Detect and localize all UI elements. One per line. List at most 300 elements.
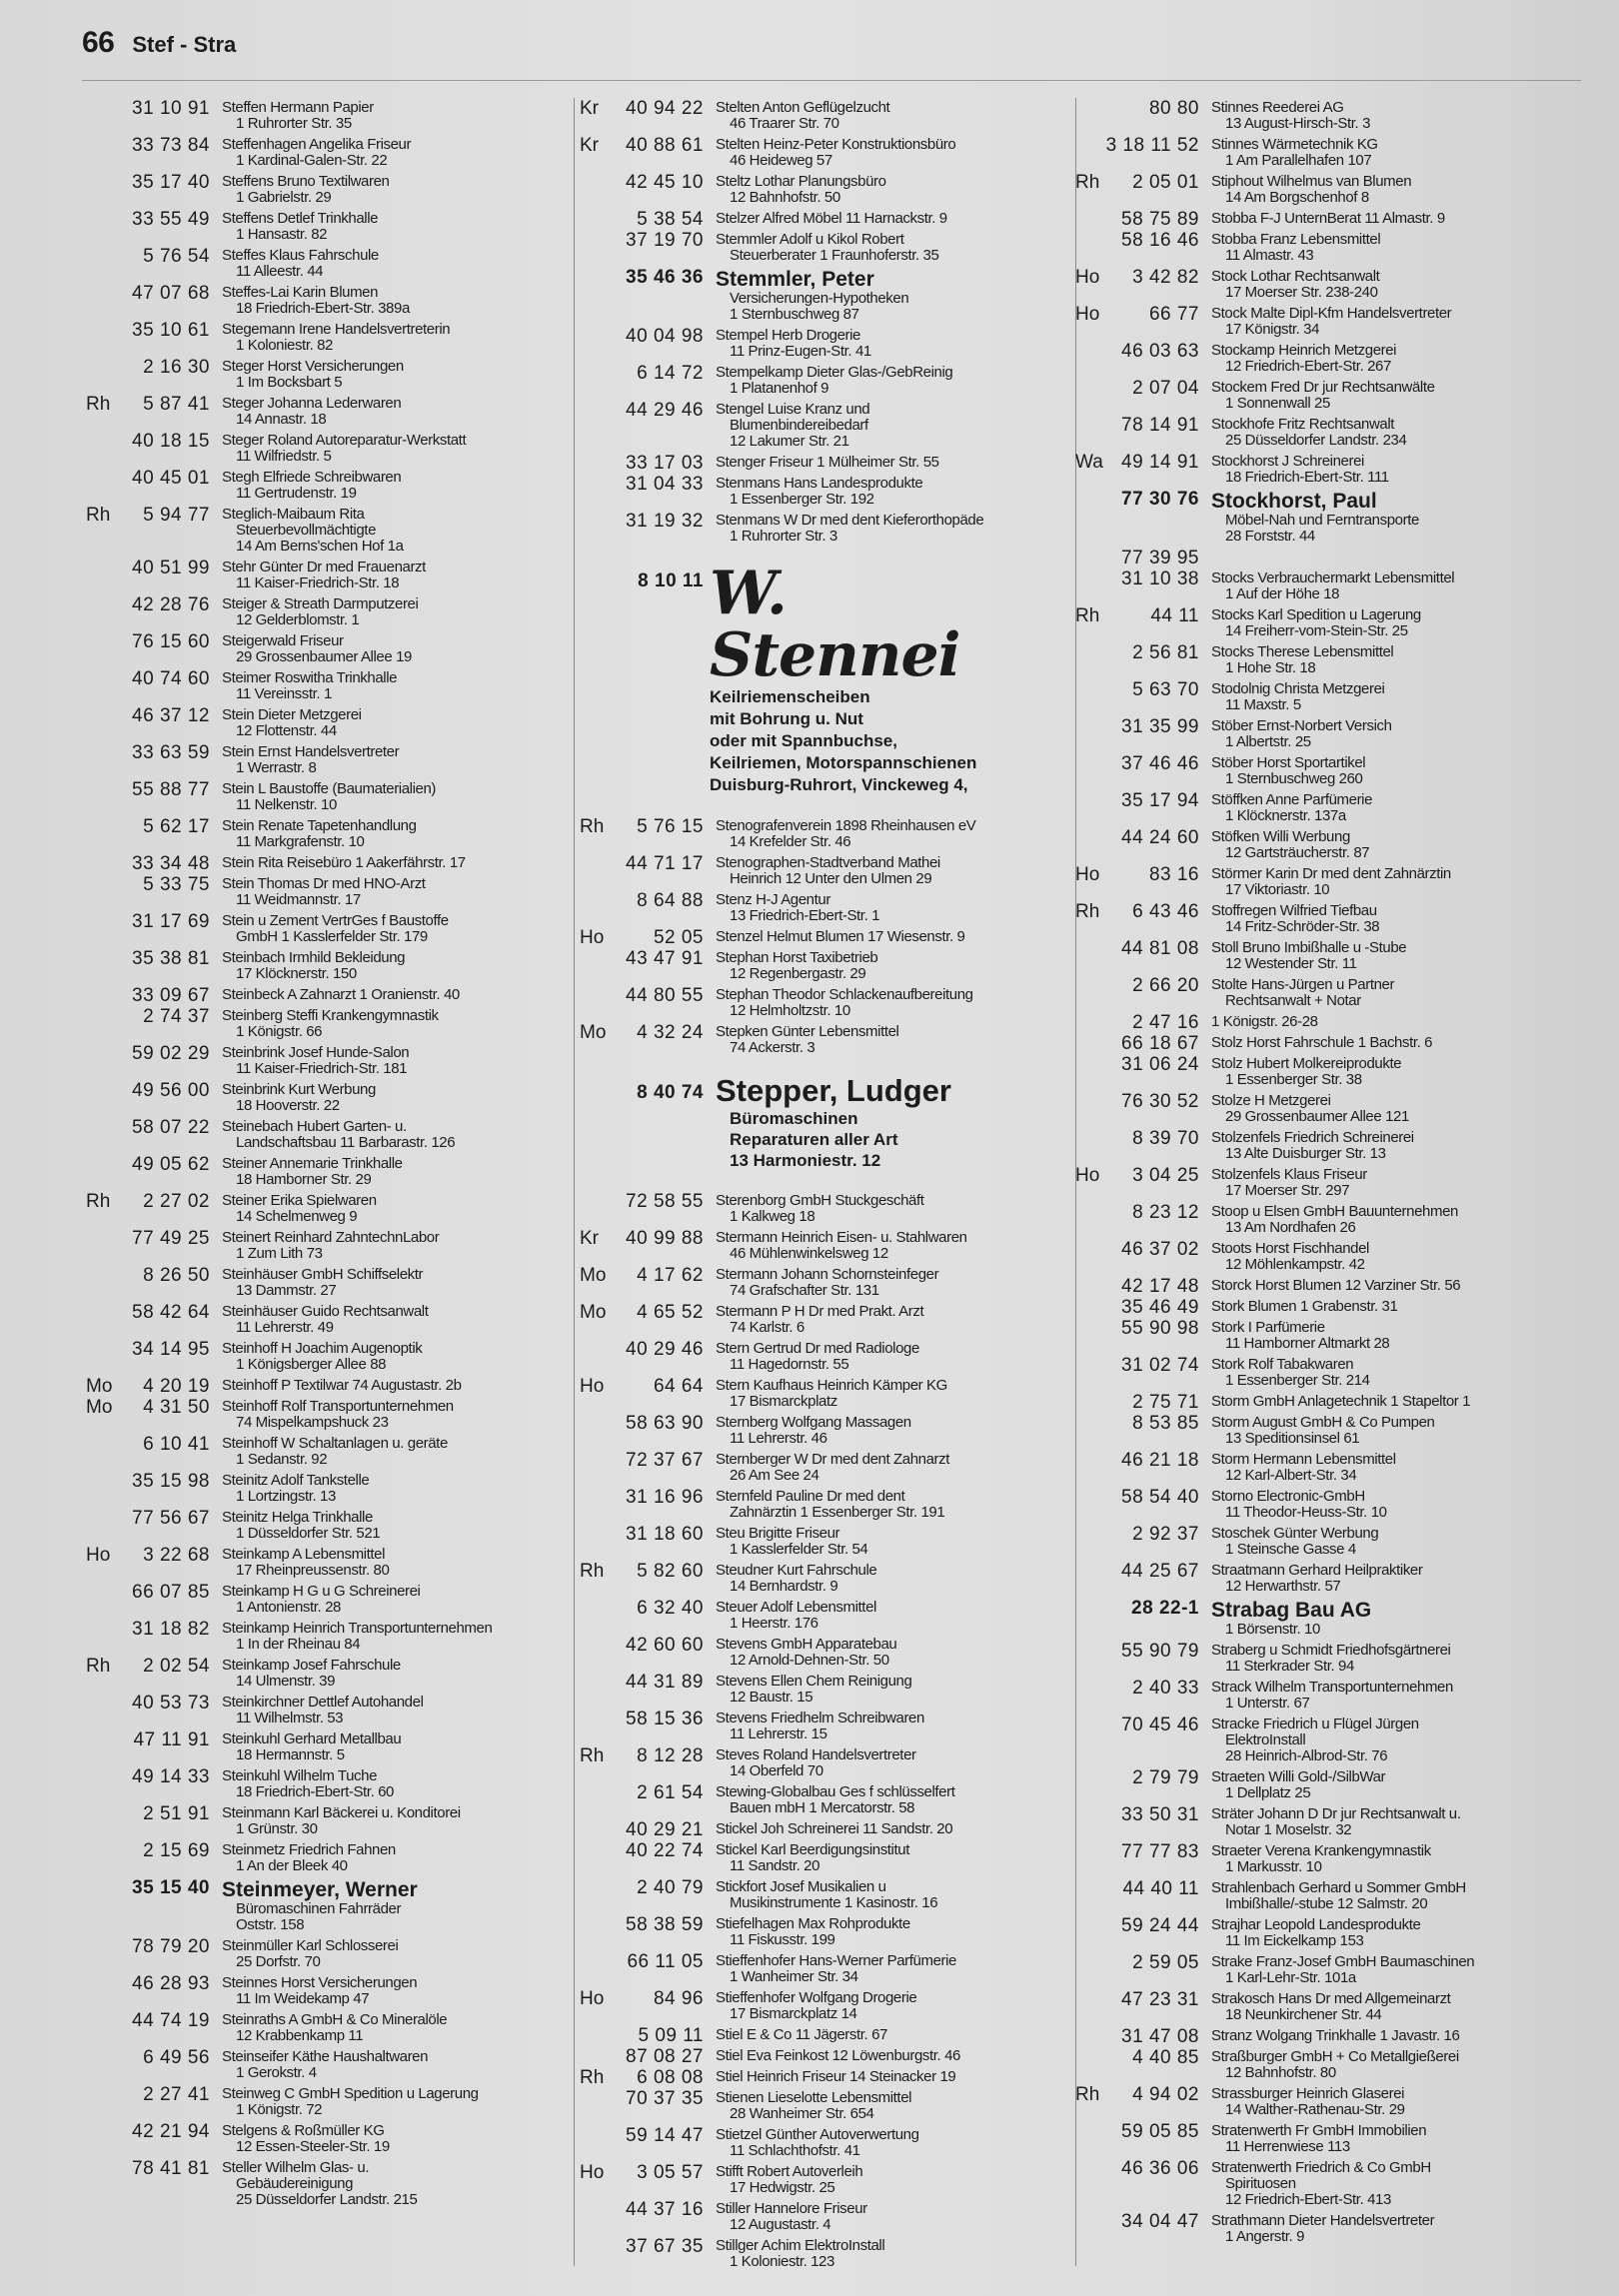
listing-name: Strack Wilhelm Transportunternehmen [1211,1679,1453,1696]
listing-detail: 1 An der Bleek 40 [236,1857,348,1874]
district-code: Ho [1075,864,1100,885]
phone-number: 4 65 52 [637,1302,704,1323]
phone-number: 40 88 61 [626,135,704,156]
phone-number: 6 08 08 [637,2067,704,2088]
listing-text [222,2086,556,2118]
listing-name: Stiphout Wilhelmus van Blumen [1211,173,1412,190]
listing-entry [580,476,1049,508]
listing-text [222,174,556,206]
listing-name: Steffen Hermann Papier [222,99,374,116]
listing-entry [86,248,556,280]
listing-name: Stein Ernst Handelsvertreter [222,743,400,760]
listing-entry [580,1637,1049,1669]
listing-name: Sterenborg GmbH Stuckgeschäft [716,1192,924,1209]
listing-entry [86,2049,556,2081]
phone-number: 66 11 05 [627,1951,704,1972]
listing-detail: 1 Essenberger Str. 38 [1225,1071,1362,1088]
district-code: Rh [1075,172,1100,193]
phone-number: 40 22 74 [626,1840,704,1861]
listing-name: Steinbrink Josef Hunde-Salon [222,1044,410,1061]
listing-text [222,744,556,776]
listing-entry [86,1842,556,1874]
listing-entry [1075,2026,1545,2047]
listing-entry [580,232,1049,264]
listing-name: Stegh Elfriede Schreibwaren [222,469,402,486]
phone-number: 77 39 95 [1121,548,1199,569]
listing-detail: 1 Lortzingstr. 13 [236,1488,336,1505]
phone-number: 77 30 76 [1121,489,1199,510]
listing-text [716,2127,1049,2159]
listing-detail: 1 Steinsche Gasse 4 [1225,1541,1356,1558]
listing-name: Strake Franz-Josef GmbH Baumaschinen [1211,1953,1475,1970]
listing-text [1211,1643,1545,1675]
listing-text [1211,1204,1545,1236]
listing-text [222,1304,556,1336]
listing-entry [1075,1680,1545,1712]
listing-name: Stickel Joh Schreinerei 11 Sandstr. 20 [716,1820,953,1837]
listing-text [1211,1415,1545,1447]
listing-text [716,1489,1049,1521]
listing-text [1211,417,1545,449]
listing-detail: 18 Friedrich-Ebert-Str. 111 [1225,469,1389,486]
listing-text [1211,1320,1545,1352]
listing-name: Stein Renate Tapetenhandlung [222,817,417,834]
listing-name: Storm Hermann Lebensmittel [1211,1451,1396,1468]
listing-text [716,476,1049,508]
listing-detail: Bauen mbH 1 Mercatorstr. 58 [730,1799,915,1816]
listing-name: Steinkirchner Dettlef Autohandel [222,1694,424,1711]
listing-entry [1075,829,1545,861]
listing-name: Stepken Günter Lebensmittel [716,1023,899,1040]
listing-detail: GmbH 1 Kasslerfelder Str. 179 [236,928,428,945]
listing-detail: 1 Börsenstr. 10 [1225,1621,1320,1638]
listing-name: Stempel Herb Drogerie [716,327,860,344]
listing-name: Strahlenbach Gerhard u Sommer GmbH [1211,1879,1466,1896]
column-1 [86,100,556,2213]
listing-detail: Gebäudereinigung [236,2175,354,2192]
listing-text [222,1193,556,1225]
listing-name: Stork Rolf Tabakwaren [1211,1356,1354,1373]
phone-number: 78 79 20 [132,1936,210,1957]
listing-name: Stolz Hubert Molkereiprodukte [1211,1055,1402,1072]
listing-name: Strathmann Dieter Handelsvertreter [1211,2212,1435,2229]
listing-entry [1075,1954,1545,1986]
listing-detail: 14 Ulmenstr. 39 [236,1673,336,1690]
listing-detail: 1 Albertstr. 25 [1225,733,1311,750]
listing-text [716,929,1049,945]
listing-name: Stöber Ernst-Norbert Versich [1211,717,1392,734]
listing-entry [1075,2049,1545,2081]
listing-text [1211,1917,1545,1949]
listing-entry [1075,1357,1545,1389]
listing-name: Stobba Franz Lebensmittel [1211,231,1381,248]
listing-name: Stemmler, Peter [716,268,874,291]
listing-detail: 14 Am Berns'schen Hof 1a [236,538,404,555]
listing-text [716,1024,1049,1056]
phone-number: 58 38 59 [626,1914,704,1935]
listing-entry [1075,1563,1545,1595]
phone-number: 8 23 12 [1132,1202,1199,1223]
phone-number: 58 42 64 [132,1302,210,1323]
listing-text [1211,1167,1545,1199]
listing-detail: 1 Sternbuschweg 260 [1225,770,1363,787]
listing-detail: 12 Arnold-Dehnen-Str. 50 [730,1652,889,1669]
listing-name: Stern Gertrud Dr med Radiologe [716,1340,919,1357]
listing-name: Steinhoff W Schaltanlagen u. geräte [222,1435,448,1452]
listing-detail: 14 Annastr. 18 [236,411,327,428]
phone-number: 34 04 47 [1121,2211,1199,2232]
listing-detail: 11 Kaiser-Friedrich-Str. 181 [236,1060,408,1077]
listing-entry [580,1304,1049,1336]
listing-entry [1075,269,1545,301]
listing-name: Steuer Adolf Lebensmittel [716,1599,876,1616]
phone-number: 44 29 46 [626,400,704,421]
phone-number: 35 17 94 [1121,790,1199,811]
listing-entry [86,1731,556,1763]
phone-number: 84 96 [653,1988,704,2009]
listing-text [222,1045,556,1077]
phone-number: 6 14 72 [637,363,704,384]
phone-number: 5 62 17 [143,816,210,837]
listing-entry [580,453,1049,474]
listing-entry [86,950,556,982]
listing-detail: Versicherungen-Hypotheken [730,290,909,307]
phone-number: 2 16 30 [143,357,210,378]
listing-name: Straeten Willi Gold-/SilbWar [1211,1768,1386,1785]
listing-name: Steinmetz Friedrich Fahnen [222,1841,396,1858]
listing-detail: 13 Dammstr. 27 [236,1282,337,1299]
listing-detail: 14 Bernhardstr. 9 [730,1578,838,1595]
phone-number: 47 11 91 [133,1729,210,1750]
district-code: Rh [86,505,111,526]
phone-number: 4 31 50 [143,1397,210,1418]
listing-detail: 11 Sandstr. 20 [730,1857,820,1874]
phone-number: 59 24 44 [1121,1915,1199,1936]
phone-number: 78 14 91 [1121,415,1199,436]
listing-entry [86,1975,556,2007]
listing-name: Stern Kaufhaus Heinrich Kämper KG [716,1377,947,1394]
listing-name: Steger Johanna Lederwaren [222,395,402,412]
ad-line: Duisburg-Ruhrort, Vinckeweg 4, [710,775,968,794]
phone-number: 44 80 55 [626,985,704,1006]
listing-name: Steiner Erika Spielwaren [222,1192,377,1209]
phone-number: 37 67 35 [626,2236,704,2257]
listing-text [1211,1299,1545,1315]
phone-number: 70 37 35 [626,2088,704,2109]
listing-text [716,100,1049,132]
listing-entry [1075,1012,1545,1033]
listing-name: Stolze H Metzgerei [1211,1092,1331,1109]
listing-name: Stein Thomas Dr med HNO-Arzt [222,875,426,892]
listing-text [1211,2028,1545,2044]
listing-entry [580,1990,1049,2022]
phone-number: 77 56 67 [132,1508,210,1529]
listing-entry [580,1600,1049,1632]
listing-text [1211,380,1545,412]
phone-number: 2 27 41 [143,2084,210,2105]
listing-name: Sternfeld Pauline Dr med dent [716,1488,905,1505]
listing-entry [1075,380,1545,412]
listing-text [222,433,556,465]
listing-detail: Heinrich 12 Unter den Ulmen 29 [730,870,932,887]
listing-entry [1075,2160,1545,2208]
listing-detail: 12 Augustastr. 4 [730,2216,831,2233]
phone-number: 35 46 36 [626,267,704,288]
listing-entry [1075,1056,1545,1088]
listing-entry [1075,2086,1545,2118]
phone-number: 58 15 36 [626,1709,704,1729]
listing-entry [86,1621,556,1653]
ad-text-lines [730,1108,1049,1171]
listing-entry [1075,681,1545,713]
listing-name: 1 Königstr. 26-28 [1211,1013,1318,1030]
listing-entry [86,1473,556,1505]
listing-detail: Landschaftsbau 11 Barbarastr. 126 [236,1134,456,1151]
listing-name: Stermann P H Dr med Prakt. Arzt [716,1303,924,1320]
listing-detail: 1 Unterstr. 67 [1225,1695,1310,1712]
listing-entry [1075,903,1545,935]
listing-name: Stelten Anton Geflügelzucht [716,99,890,116]
listing-detail: 12 Lakumer Str. 21 [730,433,849,450]
listing-text [716,211,1049,227]
listing-entry [86,1805,556,1837]
listing-detail: 12 Bahnhofstr. 80 [1225,2064,1336,2081]
listing-name: Stermann Heinrich Eisen- u. Stahlwaren [716,1229,967,1246]
phone-number: 2 61 54 [637,1782,704,1803]
listing-entry [1075,1917,1545,1949]
listing-entry [580,1784,1049,1816]
listing-detail: 18 Friedrich-Ebert-Str. 389a [236,300,410,317]
district-code: Kr [580,1228,599,1249]
listing-entry [580,1819,1049,1840]
listing-detail: 1 Platanenhof 9 [730,380,829,397]
listing-entry [1075,2123,1545,2155]
ad-line: 13 Harmoniestr. 12 [730,1151,881,1170]
listing-entry [86,507,556,555]
phone-number: 66 07 85 [132,1582,210,1603]
listing-entry [1075,940,1545,972]
listing-entry [580,1747,1049,1779]
listing-name: Stockhorst J Schreinerei [1211,453,1364,470]
listing-text [716,1637,1049,1669]
listing-entry [86,174,556,206]
listing-entry [86,100,556,132]
phone-number: 64 64 [653,1376,704,1397]
phone-number: 5 76 54 [143,246,210,267]
district-code: Kr [580,98,599,119]
listing-name: Stenz H-J Agentur [716,891,830,908]
listing-entry [1075,1415,1545,1447]
phone-number: 31 19 32 [626,511,704,532]
listing-name: Stöfken Willi Werbung [1211,828,1350,845]
phone-number: 59 05 85 [1121,2121,1199,2142]
district-code: Rh [580,816,605,837]
listing-entry [1075,866,1545,898]
listing-detail: 74 Karlstr. 6 [730,1319,805,1336]
listing-text [222,1399,556,1431]
listing-entry [86,396,556,428]
listing-text [222,1436,556,1468]
phone-number: 37 46 46 [1121,753,1199,774]
listing-detail: 11 Lehrerstr. 46 [730,1430,827,1447]
listing-text [222,1473,556,1505]
listing-text [716,2090,1049,2122]
listing-text [716,2201,1049,2233]
listing-detail: 13 August-Hirsch-Str. 3 [1225,115,1371,132]
listing-detail: 12 Möhlenkampstr. 42 [1225,1256,1365,1273]
listing-entry [580,269,1049,323]
listing-name: Stephan Theodor Schlackenaufbereitung [716,986,973,1003]
listing-detail: 1 Königsberger Allee 88 [236,1356,387,1373]
listing-name: Strassburger Heinrich Glaserei [1211,2085,1405,2102]
listing-detail: 11 Gertrudenstr. 19 [236,485,357,502]
listing-name: Steiger & Streath Darmputzerei [222,595,419,612]
listing-detail: 12 Friedrich-Ebert-Str. 413 [1225,2191,1391,2208]
listing-entry [86,2086,556,2118]
listing-name: Strabag Bau AG [1211,1599,1372,1622]
phone-number: 40 94 22 [626,98,704,119]
listing-entry [580,1230,1049,1262]
listing-name: Stenografenverein 1898 Rheinhausen eV [716,817,976,834]
phone-number: 31 04 33 [626,474,704,495]
listing-name: Steinhäuser GmbH Schiffselektr [222,1266,424,1283]
advertisement-stennei [580,559,1049,796]
listing-detail: 11 Im Weidekamp 47 [236,1990,370,2007]
listing-name: Steinitz Helga Trinkhalle [222,1509,373,1526]
phone-number: 66 77 [1148,304,1199,325]
listing-name: Störmer Karin Dr med dent Zahnärztin [1211,865,1451,882]
listing-detail: 1 Zum Lith 73 [236,1245,323,1262]
listing-text [222,596,556,628]
listing-entry [86,670,556,702]
listing-detail: 28 Heinrich-Albrod-Str. 76 [1225,1747,1388,1764]
phone-number: 4 20 19 [143,1376,210,1397]
listing-name: Steger Horst Versicherungen [222,358,404,375]
listing-detail: 17 Viktoriastr. 10 [1225,881,1330,898]
listing-entry [1075,1489,1545,1521]
phone-number: 46 03 63 [1121,341,1199,362]
listing-text [1211,2160,1545,2208]
listing-text [222,1805,556,1837]
listing-detail: 13 Alte Duisburger Str. 13 [1225,1145,1386,1162]
listing-detail: Spirituosen [1225,2175,1296,2192]
listing-name: Steglich-Maibaum Rita [222,506,365,523]
phone-number: 58 16 46 [1121,230,1199,251]
listing-detail: 11 Hamborner Altmarkt 28 [1225,1335,1390,1352]
listing-detail: 11 Lehrerstr. 15 [730,1725,827,1742]
listing-entry [86,1045,556,1077]
listing-entry [1075,1843,1545,1875]
listing-detail: 11 Almastr. 43 [1225,247,1314,264]
listing-name: Steinmann Karl Bäckerei u. Konditorei [222,1804,461,1821]
listing-detail: 14 Walther-Rathenau-Str. 29 [1225,2101,1405,2118]
phone-number: 58 07 22 [132,1117,210,1138]
listing-text [222,2160,556,2208]
listing-entry [1075,1452,1545,1484]
listing-name: Stoffregen Wilfried Tiefbau [1211,902,1377,919]
listing-text [1211,644,1545,676]
ad-phone-number: 8 10 11 [638,571,704,591]
listing-entry [86,1938,556,1970]
phone-number: 33 63 59 [132,742,210,763]
listing-name: Steinseifer Käthe Haushaltwaren [222,2048,429,2065]
phone-number: 31 06 24 [1121,1054,1199,1075]
listing-name: Stoop u Elsen GmbH Bauunternehmen [1211,1203,1458,1220]
phone-number: 42 28 76 [132,594,210,615]
phone-number: 40 29 46 [626,1339,704,1360]
listing-entry [1075,1526,1545,1558]
listing-name: Stracke Friedrich u Flügel Jürgen [1211,1716,1419,1732]
listing-detail: 25 Düsseldorfer Landstr. 215 [236,2191,418,2208]
listing-text [1211,1991,1545,2023]
listing-text [1211,2123,1545,2155]
listing-entry [580,1378,1049,1410]
listing-detail: 14 Schelmenweg 9 [236,1208,358,1225]
listing-entry [580,2238,1049,2270]
listing-detail: 18 Hamborner Str. 29 [236,1171,372,1188]
listing-name: Stoots Horst Fischhandel [1211,1240,1369,1257]
listing-name: Steudner Kurt Fahrschule [716,1562,877,1579]
listing-name: Stocks Karl Spedition u Lagerung [1211,606,1421,623]
listing-text [716,1193,1049,1225]
listing-name: Steffes Klaus Fahrschule [222,247,379,264]
listing-name: Stork I Parfümerie [1211,1319,1325,1336]
listing-entry [1075,571,1545,602]
phone-number: 35 46 49 [1121,1297,1199,1318]
listing-text [222,1082,556,1114]
listing-name: Stehr Günter Dr med Frauenarzt [222,559,426,575]
listing-detail: Büromaschinen Fahrräder [236,1900,402,1917]
phone-number: 34 14 95 [132,1339,210,1360]
listing-detail: 11 Prinz-Eugen-Str. 41 [730,343,871,360]
listing-text [222,1584,556,1616]
listing-detail: 1 Koloniestr. 123 [730,2253,834,2270]
listing-entry [86,322,556,354]
listing-detail: 1 Angerstr. 9 [1225,2228,1305,2245]
listing-text [1211,1717,1545,1764]
phone-number: 42 21 94 [132,2121,210,2142]
phone-number: 83 16 [1148,864,1199,885]
phone-number: 49 14 33 [132,1766,210,1787]
listing-detail: 11 Markgrafenstr. 10 [236,833,365,850]
page-header [82,26,236,60]
listing-text [222,1156,556,1188]
listing-name: Stempelkamp Dieter Glas-/GebReinig [716,364,953,381]
phone-number: 5 38 54 [637,209,704,230]
listing-name: Stevens GmbH Apparatebau [716,1636,897,1653]
listing-name: Steinnes Horst Versicherungen [222,1974,418,1991]
column-2 [580,100,1049,2275]
listing-entry [1075,1991,1545,2023]
listing-detail: 11 Hagedornstr. 55 [730,1356,849,1373]
listing-name: Stegemann Irene Handelsvertreterin [222,321,451,338]
listing-text [716,1711,1049,1742]
listing-entry [580,1916,1049,1948]
phone-number: 2 59 05 [1132,1952,1199,1973]
listing-name: Stiel E & Co 11 Jägerstr. 67 [716,2026,887,2043]
listing-text [1211,571,1545,602]
listing-name: Stelzer Alfred Möbel 11 Harnackstr. 9 [716,210,947,227]
phone-number: 87 08 27 [626,2046,704,2067]
phone-number: 2 79 79 [1132,1767,1199,1788]
listing-name: Sternberg Wolfgang Massagen [716,1414,911,1431]
listing-text [222,1938,556,1970]
listing-text [1211,1014,1545,1030]
page-number: 66 [82,26,115,59]
listing-text [1211,718,1545,750]
listing-detail: 28 Wanheimer Str. 654 [730,2105,874,2122]
listing-entry [86,211,556,243]
